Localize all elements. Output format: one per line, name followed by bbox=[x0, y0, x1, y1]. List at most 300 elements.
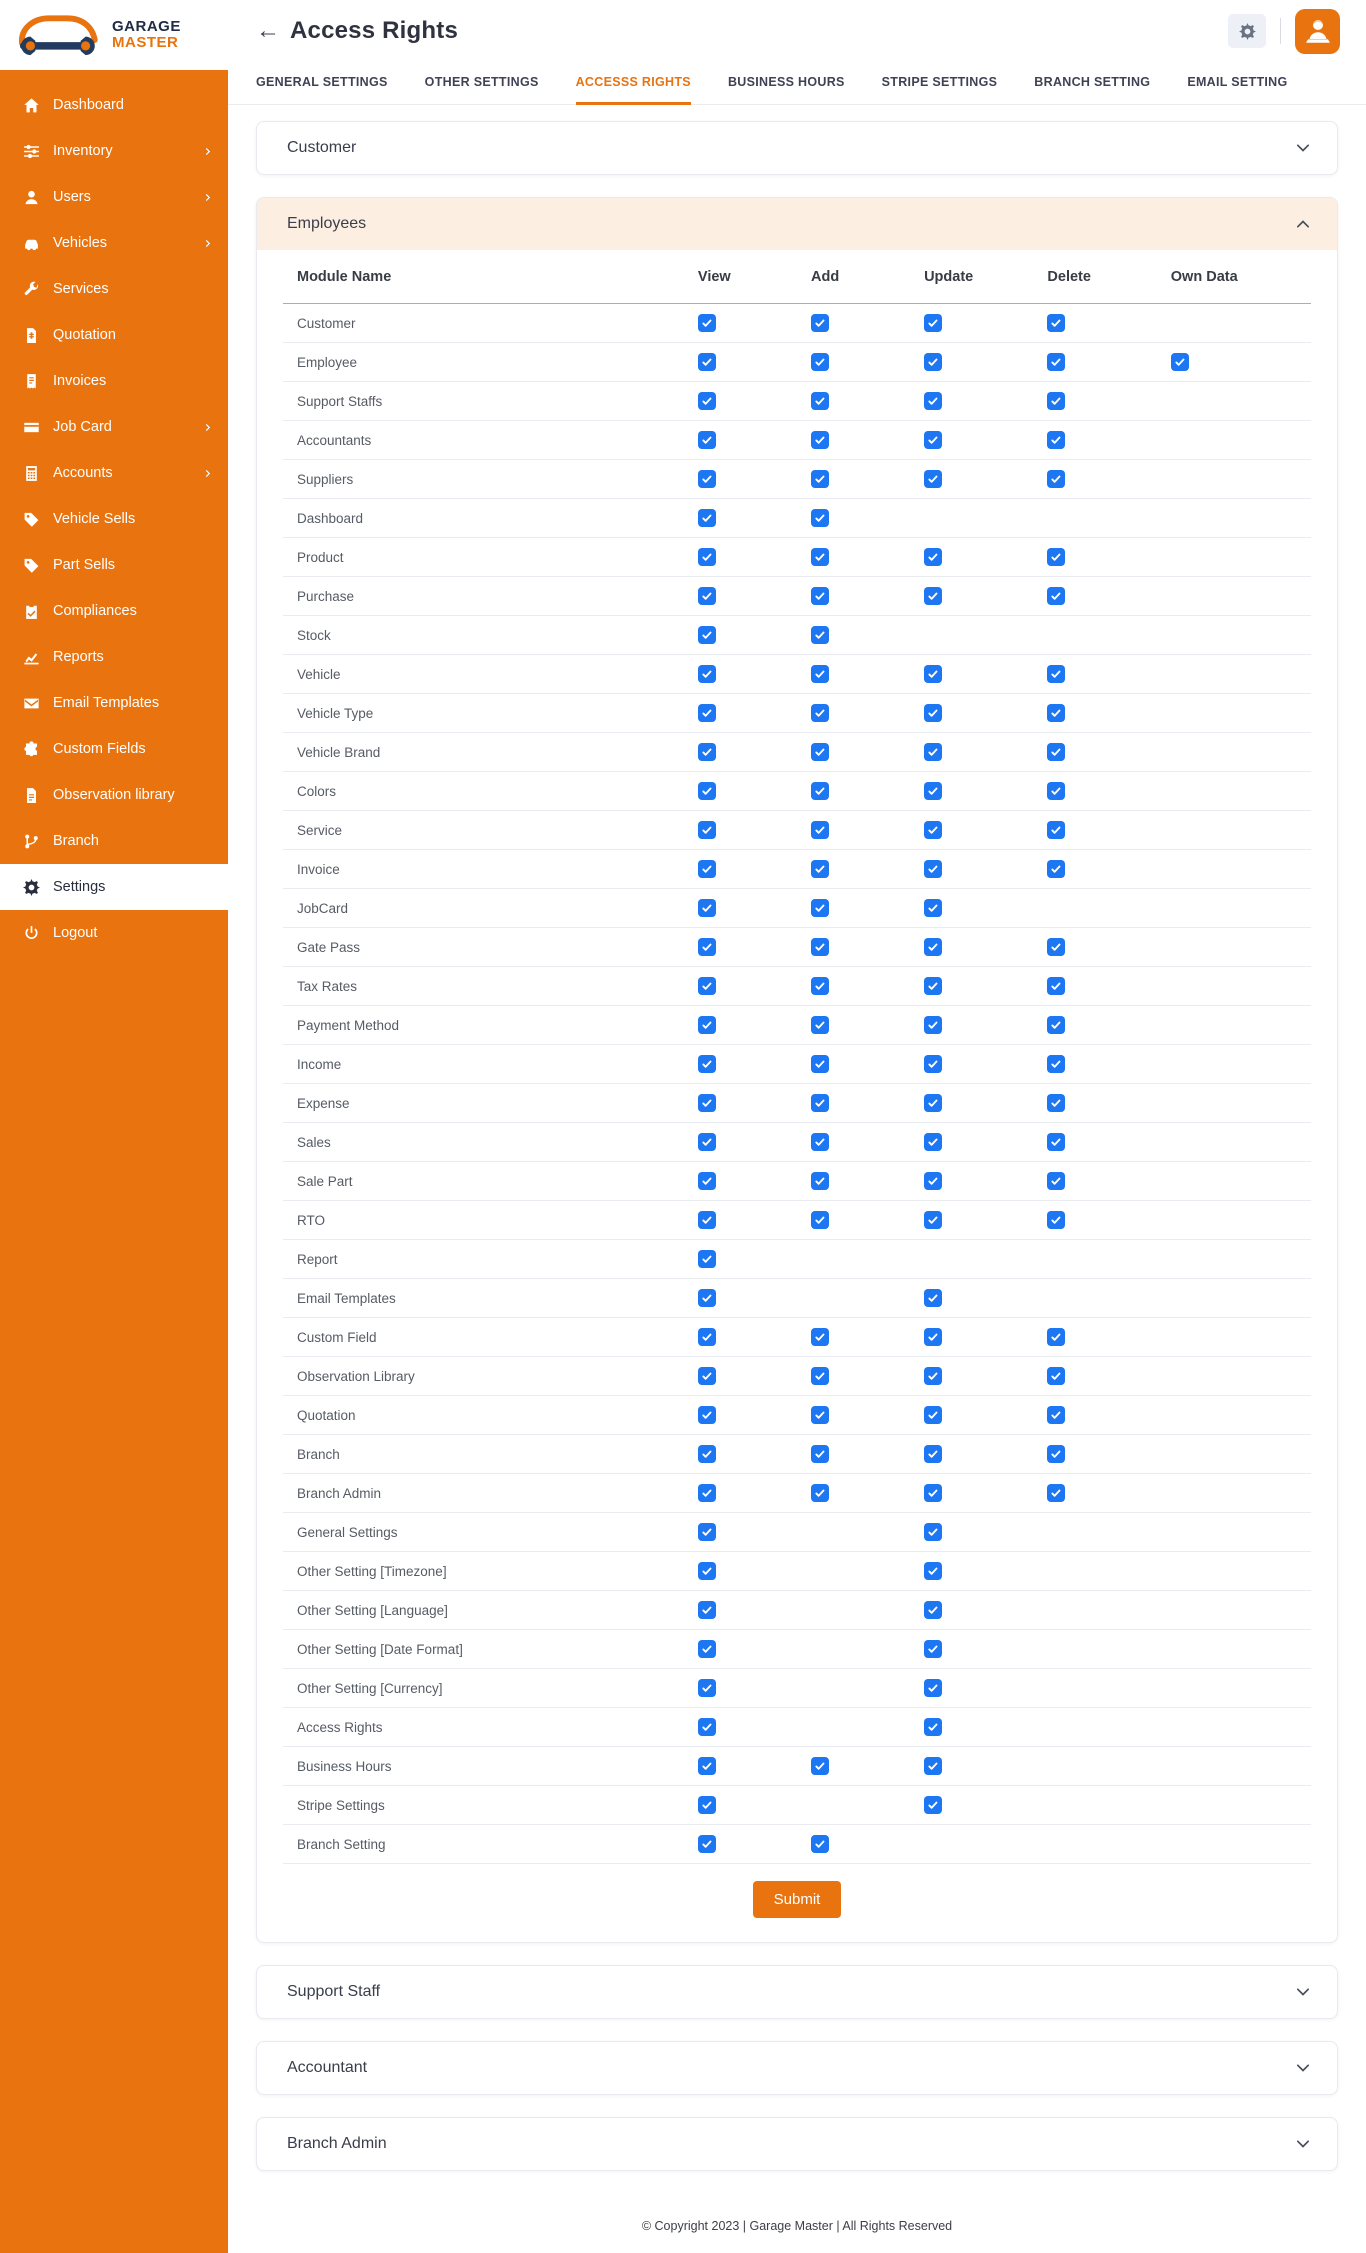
perm-cell-view bbox=[684, 1328, 797, 1346]
perm-cell-update bbox=[910, 470, 1033, 488]
perm-cell-view bbox=[684, 1640, 797, 1658]
sidebar-item-quotation[interactable] bbox=[0, 312, 228, 358]
accordion-header-support-staff[interactable] bbox=[257, 1966, 1337, 2018]
checkbox-checked[interactable] bbox=[698, 1250, 716, 1268]
checkbox-checked[interactable] bbox=[698, 1679, 716, 1697]
perm-cell-view bbox=[684, 548, 797, 566]
module-name: Suppliers bbox=[297, 471, 354, 487]
chevron-right-icon bbox=[203, 468, 214, 479]
module-name: Branch Setting bbox=[297, 1836, 386, 1852]
perm-cell-delete bbox=[1033, 665, 1156, 683]
sidebar-item-reports[interactable] bbox=[0, 634, 228, 680]
checkbox-checked[interactable] bbox=[1047, 704, 1065, 722]
checkbox-checked[interactable] bbox=[1047, 977, 1065, 995]
checkbox-checked[interactable] bbox=[811, 1211, 829, 1229]
module-name: Accountants bbox=[297, 432, 372, 448]
checkbox-checked[interactable] bbox=[811, 821, 829, 839]
tab-branch-setting[interactable]: BRANCH SETTING bbox=[1034, 75, 1151, 90]
checkbox-checked[interactable] bbox=[1047, 1016, 1065, 1034]
checkbox-checked[interactable] bbox=[924, 1406, 942, 1424]
checkbox-checked[interactable] bbox=[1047, 1055, 1065, 1073]
permission-row-branch-admin bbox=[283, 1474, 1311, 1513]
sidebar-item-services[interactable] bbox=[0, 266, 228, 312]
sidebar-item-observation-library[interactable] bbox=[0, 772, 228, 818]
checkbox-checked[interactable] bbox=[811, 1172, 829, 1190]
permission-row-other-setting-language bbox=[283, 1591, 1311, 1630]
checkbox-checked[interactable] bbox=[811, 1016, 829, 1034]
permission-row-branch bbox=[283, 1435, 1311, 1474]
checkbox-checked[interactable] bbox=[1047, 392, 1065, 410]
module-name: Tax Rates bbox=[297, 978, 358, 994]
permission-row-sale-part bbox=[283, 1162, 1311, 1201]
checkbox-checked[interactable] bbox=[924, 938, 942, 956]
perm-cell-add bbox=[797, 704, 910, 722]
accordion-header-accountant[interactable] bbox=[257, 2042, 1337, 2094]
sidebar-item-custom-fields[interactable] bbox=[0, 726, 228, 772]
column-header-update: Update bbox=[924, 268, 974, 285]
checkbox-checked[interactable] bbox=[698, 1484, 716, 1502]
permission-row-stripe-settings bbox=[283, 1786, 1311, 1825]
sidebar-item-label: Inventory bbox=[53, 143, 113, 159]
perm-cell-view bbox=[684, 977, 797, 995]
checkbox-checked[interactable] bbox=[924, 1133, 942, 1151]
module-name: Other Setting [Date Format] bbox=[297, 1641, 463, 1657]
checkbox-checked[interactable] bbox=[924, 977, 942, 995]
checkbox-checked[interactable] bbox=[924, 821, 942, 839]
brand-line1: GARAGE bbox=[112, 18, 181, 36]
tab-email-setting[interactable]: EMAIL SETTING bbox=[1187, 75, 1288, 90]
checkbox-checked[interactable] bbox=[698, 1367, 716, 1385]
permission-row-other-setting-date-format bbox=[283, 1630, 1311, 1669]
sidebar-item-compliances[interactable] bbox=[0, 588, 228, 634]
sidebar-item-vehicle-sells[interactable] bbox=[0, 496, 228, 542]
checkbox-checked[interactable] bbox=[698, 1289, 716, 1307]
permission-row-expense bbox=[283, 1084, 1311, 1123]
checkbox-checked[interactable] bbox=[924, 1055, 942, 1073]
perm-cell-update bbox=[910, 1523, 1033, 1541]
checkbox-checked[interactable] bbox=[811, 431, 829, 449]
checkbox-checked[interactable] bbox=[811, 665, 829, 683]
checkbox-checked[interactable] bbox=[1047, 1172, 1065, 1190]
checkbox-checked[interactable] bbox=[811, 782, 829, 800]
module-name: Colors bbox=[297, 783, 337, 799]
perm-cell-view bbox=[684, 1367, 797, 1385]
module-name: Income bbox=[297, 1056, 342, 1072]
checkbox-checked[interactable] bbox=[924, 1601, 942, 1619]
checkbox-checked[interactable] bbox=[924, 353, 942, 371]
checkbox-checked[interactable] bbox=[698, 860, 716, 878]
sidebar-item-dashboard[interactable] bbox=[0, 82, 228, 128]
tab-general-settings[interactable]: GENERAL SETTINGS bbox=[256, 75, 388, 90]
permission-row-report bbox=[283, 1240, 1311, 1279]
checkbox-checked[interactable] bbox=[698, 665, 716, 683]
checkbox-checked[interactable] bbox=[698, 1172, 716, 1190]
perm-cell-update bbox=[910, 860, 1033, 878]
sidebar-item-users[interactable] bbox=[0, 174, 228, 220]
perm-cell-update bbox=[910, 431, 1033, 449]
perm-cell-delete bbox=[1033, 1484, 1156, 1502]
perm-cell-update bbox=[910, 1172, 1033, 1190]
perm-cell-update bbox=[910, 1289, 1033, 1307]
checkbox-checked[interactable] bbox=[698, 548, 716, 566]
perm-cell-update bbox=[910, 821, 1033, 839]
sidebar-item-label: Email Templates bbox=[53, 695, 160, 711]
checkbox-checked[interactable] bbox=[698, 899, 716, 917]
settings-gear-button[interactable] bbox=[1228, 14, 1266, 48]
checkbox-checked[interactable] bbox=[924, 392, 942, 410]
checkbox-checked[interactable] bbox=[924, 1523, 942, 1541]
tab-other-settings[interactable]: OTHER SETTINGS bbox=[424, 75, 539, 90]
permission-row-vehicle-brand bbox=[283, 733, 1311, 772]
checkbox-checked[interactable] bbox=[698, 587, 716, 605]
checkbox-checked[interactable] bbox=[924, 470, 942, 488]
perm-cell-view bbox=[684, 665, 797, 683]
sidebar-item-label: Part Sells bbox=[53, 557, 116, 573]
perm-cell-update bbox=[910, 782, 1033, 800]
main-area bbox=[228, 0, 1366, 2253]
checkbox-checked[interactable] bbox=[924, 1094, 942, 1112]
perm-cell-update bbox=[910, 1328, 1033, 1346]
perm-cell-update bbox=[910, 1094, 1033, 1112]
quote-file-icon bbox=[23, 327, 40, 344]
module-name: Observation Library bbox=[297, 1368, 415, 1384]
column-header-module-name: Module Name bbox=[297, 268, 392, 285]
perm-cell-delete bbox=[1033, 1172, 1156, 1190]
checkbox-checked[interactable] bbox=[1047, 1094, 1065, 1112]
module-name: Dashboard bbox=[297, 510, 364, 526]
checkbox-checked[interactable] bbox=[1047, 860, 1065, 878]
checkbox-checked[interactable] bbox=[811, 470, 829, 488]
checkbox-checked[interactable] bbox=[698, 1328, 716, 1346]
perm-cell-view bbox=[684, 1055, 797, 1073]
checkbox-checked[interactable] bbox=[811, 1328, 829, 1346]
perm-cell-update bbox=[910, 548, 1033, 566]
checkbox-checked[interactable] bbox=[698, 1094, 716, 1112]
permission-row-payment-method bbox=[283, 1006, 1311, 1045]
perm-cell-add bbox=[797, 1406, 910, 1424]
perm-cell-update bbox=[910, 1601, 1033, 1619]
perm-cell-delete bbox=[1033, 548, 1156, 566]
checkbox-checked[interactable] bbox=[924, 587, 942, 605]
perm-cell-update bbox=[910, 1640, 1033, 1658]
sidebar-item-label: Vehicle Sells bbox=[53, 511, 136, 527]
perm-cell-delete bbox=[1033, 1211, 1156, 1229]
sidebar-item-branch[interactable] bbox=[0, 818, 228, 864]
sidebar-item-job-card[interactable] bbox=[0, 404, 228, 450]
checkbox-checked[interactable] bbox=[698, 1055, 716, 1073]
checkbox-checked[interactable] bbox=[811, 860, 829, 878]
checkbox-checked[interactable] bbox=[924, 1367, 942, 1385]
sidebar-item-vehicles[interactable] bbox=[0, 220, 228, 266]
accordion-header-customer[interactable] bbox=[257, 122, 1337, 174]
checkbox-checked[interactable] bbox=[924, 431, 942, 449]
checkbox-checked[interactable] bbox=[811, 1094, 829, 1112]
checkbox-checked[interactable] bbox=[1047, 743, 1065, 761]
perm-cell-delete bbox=[1033, 743, 1156, 761]
checkbox-checked[interactable] bbox=[811, 899, 829, 917]
checkbox-checked[interactable] bbox=[1047, 938, 1065, 956]
checkbox-checked[interactable] bbox=[1047, 470, 1065, 488]
checkbox-checked[interactable] bbox=[698, 938, 716, 956]
receipt-icon bbox=[23, 373, 40, 390]
module-name: General Settings bbox=[297, 1524, 398, 1540]
checkbox-checked[interactable] bbox=[924, 860, 942, 878]
permission-row-access-rights bbox=[283, 1708, 1311, 1747]
checkbox-checked[interactable] bbox=[811, 1757, 829, 1775]
checkbox-checked[interactable] bbox=[811, 1484, 829, 1502]
checkbox-checked[interactable] bbox=[1047, 314, 1065, 332]
submit-button[interactable]: Submit bbox=[753, 1881, 842, 1918]
checkbox-checked[interactable] bbox=[1047, 821, 1065, 839]
perm-cell-add bbox=[797, 1757, 910, 1775]
perm-cell-add bbox=[797, 1172, 910, 1190]
checkbox-checked[interactable] bbox=[1047, 587, 1065, 605]
checkbox-checked[interactable] bbox=[1047, 1406, 1065, 1424]
user-avatar-button[interactable] bbox=[1295, 9, 1340, 54]
perm-cell-update bbox=[910, 665, 1033, 683]
sidebar-item-accounts[interactable] bbox=[0, 450, 228, 496]
checkbox-checked[interactable] bbox=[698, 1757, 716, 1775]
accordion-customer bbox=[256, 121, 1338, 175]
checkbox-checked[interactable] bbox=[698, 1640, 716, 1658]
checkbox-checked[interactable] bbox=[811, 392, 829, 410]
checkbox-checked[interactable] bbox=[924, 548, 942, 566]
checkbox-checked[interactable] bbox=[698, 392, 716, 410]
checkbox-checked[interactable] bbox=[698, 1211, 716, 1229]
wrench-icon bbox=[23, 281, 40, 298]
brand-logo[interactable] bbox=[0, 0, 228, 70]
permission-row-general-settings bbox=[283, 1513, 1311, 1552]
puzzle-icon bbox=[23, 741, 40, 758]
checkbox-checked[interactable] bbox=[698, 1445, 716, 1463]
user-icon bbox=[23, 189, 40, 206]
checkbox-checked[interactable] bbox=[811, 1133, 829, 1151]
permission-row-support-staffs bbox=[283, 382, 1311, 421]
module-name: RTO bbox=[297, 1212, 326, 1228]
checkbox-checked[interactable] bbox=[924, 782, 942, 800]
perm-cell-add bbox=[797, 977, 910, 995]
checkbox-checked[interactable] bbox=[811, 1367, 829, 1385]
perm-cell-view bbox=[684, 509, 797, 527]
permission-row-rto bbox=[283, 1201, 1311, 1240]
module-name: Sale Part bbox=[297, 1173, 353, 1189]
sidebar-item-invoices[interactable] bbox=[0, 358, 228, 404]
checkbox-checked[interactable] bbox=[1047, 665, 1065, 683]
sidebar-item-logout[interactable] bbox=[0, 910, 228, 956]
perm-cell-view bbox=[684, 938, 797, 956]
perm-cell-add bbox=[797, 1445, 910, 1463]
sidebar-item-email-templates[interactable] bbox=[0, 680, 228, 726]
checkbox-checked[interactable] bbox=[924, 743, 942, 761]
checkbox-checked[interactable] bbox=[811, 704, 829, 722]
checkbox-checked[interactable] bbox=[1047, 1328, 1065, 1346]
checkbox-checked[interactable] bbox=[924, 1211, 942, 1229]
access-rights-content bbox=[228, 105, 1366, 2193]
module-name: Gate Pass bbox=[297, 939, 361, 955]
checkbox-checked[interactable] bbox=[924, 1640, 942, 1658]
chevron-down-icon bbox=[1295, 2060, 1311, 2076]
checkbox-checked[interactable] bbox=[924, 1484, 942, 1502]
tab-business-hours[interactable]: BUSINESS HOURS bbox=[727, 75, 845, 90]
checkbox-checked[interactable] bbox=[924, 1796, 942, 1814]
accordion-header-employees[interactable] bbox=[257, 198, 1337, 250]
checkbox-checked[interactable] bbox=[1047, 1445, 1065, 1463]
accordion-title: Employees bbox=[287, 215, 367, 232]
checkbox-checked[interactable] bbox=[924, 1016, 942, 1034]
checkbox-checked[interactable] bbox=[1047, 1211, 1065, 1229]
checkbox-checked[interactable] bbox=[924, 1172, 942, 1190]
sidebar-item-label: Compliances bbox=[53, 603, 137, 619]
checkbox-checked[interactable] bbox=[924, 314, 942, 332]
checkbox-checked[interactable] bbox=[698, 431, 716, 449]
perm-cell-add bbox=[797, 470, 910, 488]
sidebar-item-inventory[interactable] bbox=[0, 128, 228, 174]
checkbox-checked[interactable] bbox=[811, 977, 829, 995]
perm-cell-add bbox=[797, 899, 910, 917]
gear-icon bbox=[1239, 23, 1256, 40]
module-name: Other Setting [Timezone] bbox=[297, 1563, 447, 1579]
accordion-title: Accountant bbox=[287, 2059, 368, 2076]
accordion-title: Support Staff bbox=[287, 1983, 381, 2000]
checkbox-checked[interactable] bbox=[1047, 431, 1065, 449]
checkbox-checked[interactable] bbox=[698, 743, 716, 761]
checkbox-checked[interactable] bbox=[1047, 1484, 1065, 1502]
checkbox-checked[interactable] bbox=[924, 665, 942, 683]
chevron-right-icon bbox=[203, 238, 214, 249]
checkbox-checked[interactable] bbox=[924, 1328, 942, 1346]
checkbox-checked[interactable] bbox=[811, 314, 829, 332]
checkbox-checked[interactable] bbox=[924, 1445, 942, 1463]
checkbox-checked[interactable] bbox=[698, 1133, 716, 1151]
checkbox-checked[interactable] bbox=[698, 314, 716, 332]
permission-row-business-hours bbox=[283, 1747, 1311, 1786]
column-header-add: Add bbox=[810, 268, 840, 285]
perm-cell-add bbox=[797, 1055, 910, 1073]
checkbox-checked[interactable] bbox=[698, 626, 716, 644]
sidebar-item-label: Reports bbox=[53, 649, 104, 665]
page-header bbox=[228, 0, 1366, 63]
title-wrap bbox=[256, 17, 458, 45]
perm-cell-add bbox=[797, 1328, 910, 1346]
checkbox-checked[interactable] bbox=[698, 704, 716, 722]
settings-tabbar bbox=[228, 63, 1366, 105]
permission-row-sales bbox=[283, 1123, 1311, 1162]
permission-row-tax-rates bbox=[283, 967, 1311, 1006]
checkbox-checked[interactable] bbox=[1047, 548, 1065, 566]
checkbox-checked[interactable] bbox=[811, 1445, 829, 1463]
checkbox-checked[interactable] bbox=[811, 587, 829, 605]
perm-cell-view bbox=[684, 1211, 797, 1229]
column-header-view: View bbox=[697, 268, 731, 285]
checkbox-checked[interactable] bbox=[698, 1523, 716, 1541]
checkbox-checked[interactable] bbox=[698, 1562, 716, 1580]
back-arrow-icon[interactable]: ← bbox=[256, 17, 280, 45]
checkbox-checked[interactable] bbox=[811, 938, 829, 956]
checkbox-checked[interactable] bbox=[811, 548, 829, 566]
checkbox-checked[interactable] bbox=[811, 353, 829, 371]
perm-cell-add bbox=[797, 626, 910, 644]
permission-row-other-setting-timezone bbox=[283, 1552, 1311, 1591]
perm-cell-update bbox=[910, 353, 1033, 371]
checkbox-checked[interactable] bbox=[698, 1016, 716, 1034]
checkbox-checked[interactable] bbox=[924, 899, 942, 917]
perm-cell-view bbox=[684, 821, 797, 839]
module-name: Stock bbox=[297, 627, 331, 643]
footer-copyright: © Copyright 2023 | Garage Master | All Rights Reserved bbox=[641, 2219, 953, 2233]
sidebar-item-part-sells[interactable] bbox=[0, 542, 228, 588]
checkbox-checked[interactable] bbox=[811, 1055, 829, 1073]
accordion-accountant bbox=[256, 2041, 1338, 2095]
perm-cell-view bbox=[684, 860, 797, 878]
permission-row-other-setting-currency bbox=[283, 1669, 1311, 1708]
perm-cell-update bbox=[910, 1484, 1033, 1502]
checkbox-checked[interactable] bbox=[698, 353, 716, 371]
tab-stripe-settings[interactable]: STRIPE SETTINGS bbox=[881, 75, 998, 90]
power-icon bbox=[23, 925, 40, 942]
checkbox-checked[interactable] bbox=[698, 977, 716, 995]
perm-cell-view bbox=[684, 1445, 797, 1463]
module-name: Vehicle bbox=[297, 666, 341, 682]
checkbox-checked[interactable] bbox=[924, 704, 942, 722]
checkbox-checked[interactable] bbox=[1047, 782, 1065, 800]
checkbox-checked[interactable] bbox=[811, 1406, 829, 1424]
checkbox-checked[interactable] bbox=[924, 1679, 942, 1697]
checkbox-checked[interactable] bbox=[1047, 1133, 1065, 1151]
permission-row-income bbox=[283, 1045, 1311, 1084]
permission-row-product bbox=[283, 538, 1311, 577]
person-laptop-avatar-icon bbox=[1303, 16, 1333, 46]
checkbox-checked[interactable] bbox=[698, 1796, 716, 1814]
checkbox-checked[interactable] bbox=[811, 1835, 829, 1853]
checkbox-checked[interactable] bbox=[1171, 353, 1189, 371]
perm-cell-add bbox=[797, 353, 910, 371]
checkbox-checked[interactable] bbox=[698, 1406, 716, 1424]
permission-row-customer bbox=[283, 304, 1311, 343]
checkbox-checked[interactable] bbox=[698, 782, 716, 800]
tab-accesss-rights[interactable]: ACCESSS RIGHTS bbox=[576, 63, 691, 105]
perm-cell-add bbox=[797, 821, 910, 839]
checkbox-checked[interactable] bbox=[1047, 1367, 1065, 1385]
checkbox-checked[interactable] bbox=[811, 743, 829, 761]
checkbox-checked[interactable] bbox=[698, 821, 716, 839]
perm-cell-update bbox=[910, 704, 1033, 722]
permission-row-purchase bbox=[283, 577, 1311, 616]
checkbox-checked[interactable] bbox=[698, 1601, 716, 1619]
perm-cell-view bbox=[684, 1757, 797, 1775]
checkbox-checked[interactable] bbox=[924, 1757, 942, 1775]
perm-cell-view bbox=[684, 1796, 797, 1814]
checkbox-checked[interactable] bbox=[811, 509, 829, 527]
permission-row-vehicle bbox=[283, 655, 1311, 694]
checkbox-checked[interactable] bbox=[698, 1835, 716, 1853]
module-name: Custom Field bbox=[297, 1329, 377, 1345]
sidebar-item-settings[interactable] bbox=[0, 864, 228, 910]
sidebar-item-label: Observation library bbox=[53, 787, 175, 803]
checkbox-checked[interactable] bbox=[811, 626, 829, 644]
perm-cell-view bbox=[684, 743, 797, 761]
permissions-table bbox=[257, 250, 1337, 1942]
envelope-icon bbox=[23, 695, 40, 712]
checkbox-checked[interactable] bbox=[924, 1289, 942, 1307]
perm-cell-view bbox=[684, 1406, 797, 1424]
checkbox-checked[interactable] bbox=[924, 1718, 942, 1736]
checkbox-checked[interactable] bbox=[698, 470, 716, 488]
checkbox-checked[interactable] bbox=[1047, 353, 1065, 371]
checkbox-checked[interactable] bbox=[698, 509, 716, 527]
checkbox-checked[interactable] bbox=[698, 1718, 716, 1736]
checkbox-checked[interactable] bbox=[924, 1562, 942, 1580]
accordion-header-branch-admin[interactable] bbox=[257, 2118, 1337, 2170]
